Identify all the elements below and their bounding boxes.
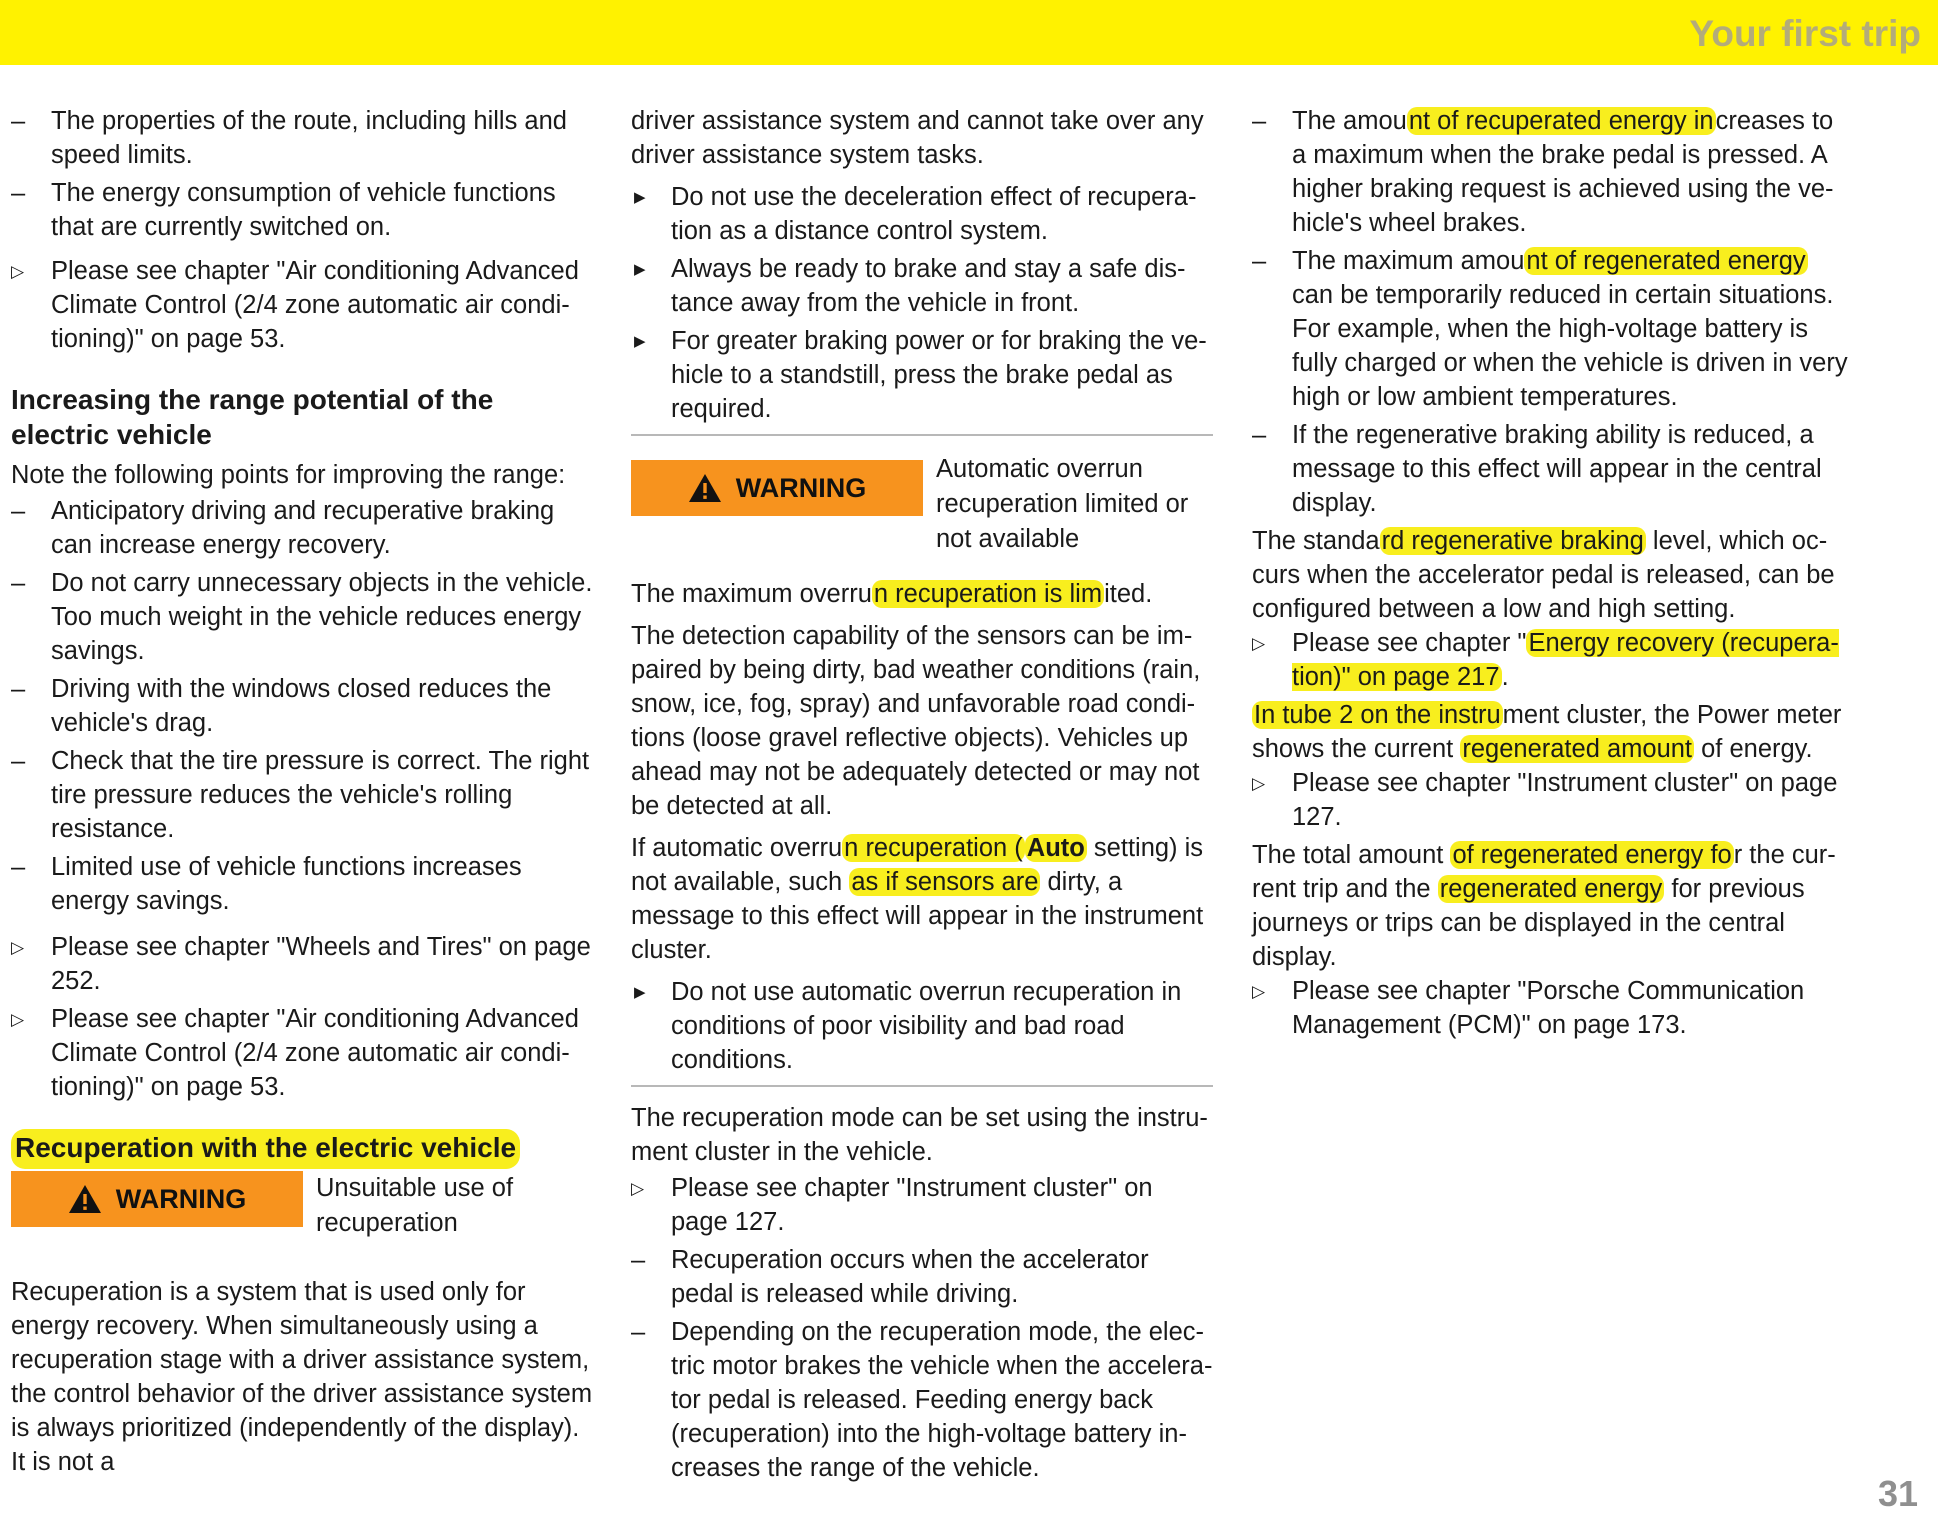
highlighted-text: n recuperation ( [844,834,1023,862]
page-section-title: Your first trip [1689,13,1921,54]
paragraph [1252,524,1850,626]
list-item: – Do not carry unnecessary objects in the vehicle. Too much weight in the vehicle reduces energy savings. [11,566,596,668]
highlighted-text: of regenerated energy fo [1452,841,1732,869]
text-run: dirty, a message to this effect will appear in the instrument cluster. [631,868,1204,964]
chapter-reference: ▷ Please see chapter "Air conditioning Advanced Climate Control (2/4 zone automatic air conditioning)" on page 53. [11,254,596,356]
paragraph [1252,698,1850,766]
highlighted-text: rd regenerative braking [1381,527,1644,555]
highlighted-text: In tube 2 on the instru [1254,701,1501,729]
list-item: – Driving with the windows closed reduces the vehicle's drag. [11,672,596,740]
paragraph: Note the following points for improving the range: [11,461,566,489]
chapter-reference: ▷ Please see chapter "Wheels and Tires" on page 252. [11,930,596,998]
paragraph: The detection capability of the sensors can be impaired by being dirty, bad weather conditions (rain, snow, ice, fog, spray) and unfavorable road conditions (loose gravel reflective objects). Vehicles up ahead may not be adequately detected or may not be detected at all. [631,622,1201,820]
highlighted-text: Auto [1026,834,1085,862]
chapter-reference [1252,626,1850,694]
highlighted-text: nt of regenerated energy [1526,247,1806,275]
list-item: – If the regenerative braking ability is reduced, a message to this effect will appear in the central display. [1252,418,1850,520]
highlighted-text: nt of recuperated energy in [1408,107,1714,135]
paragraph: The recuperation mode can be set using the instrument cluster in the vehicle. [631,1104,1208,1166]
warning-label: WARNING [115,1184,247,1214]
text-run: can be temporarily reduced in certain situations. For example, when the high-voltage battery is fully charged or when the vehicle is driven in very high or low ambient temperatures. [1292,281,1848,411]
warning-triangle-icon [68,1184,102,1214]
divider [631,1085,1213,1087]
list-item: – Check that the tire pressure is correct. The right tire pressure reduces the vehicle's rolling resistance. [11,744,596,846]
section-heading [11,1130,596,1165]
highlighted-text: n recuperation is lim [873,580,1103,608]
instruction-step: ▶ Do not use the deceleration effect of recuperation as a distance control system. [631,180,1213,248]
section-heading: Increasing the range potential of the electric vehicle [11,384,494,450]
text-run: level, which occurs when the accelerator pedal is released, can be configured between a low and high setting. [1252,527,1835,623]
warning-text: Automatic overrun recuperation limited or not available [936,455,1189,553]
list-item: – Recuperation occurs when the accelerator pedal is released while driving. [631,1243,1213,1311]
paragraph [631,577,1213,611]
paragraph [631,831,1213,967]
list-item: – Depending on the recuperation mode, the electric motor brakes the vehicle when the accelerator pedal is released. Feeding energy back (recuperation) into the high-voltage battery increases the range of the vehicle. [631,1315,1213,1485]
list-item: – Anticipatory driving and recuperative braking can increase energy recovery. [11,494,596,562]
warning-text: Unsuitable use of recuperation [316,1174,514,1237]
page-number: 31 [1877,1473,1918,1514]
warning-badge [631,460,923,516]
instruction-step: ▶ Do not use automatic overrun recuperation in conditions of poor visibility and bad road conditions. [631,975,1213,1077]
highlighted-text: Energy recovery (recuperation)" on page 217 [1292,629,1839,691]
text-run: ited. [1104,580,1153,608]
instruction-step: ▶ For greater braking power or for braking the vehicle to a standstill, press the brake pedal as required. [631,324,1213,426]
paragraph [1252,838,1850,974]
warning-label: WARNING [735,473,867,503]
chapter-reference: ▷ Please see chapter "Porsche Communication Management (PCM)" on page 173. [1252,974,1850,1042]
list-item [1252,244,1850,414]
header-band [0,0,1938,65]
text-run: Please see chapter " [1292,629,1527,657]
column-3 [1252,104,1850,1046]
text-run: creases to a maximum when the brake pedal is pressed. A higher braking request is achieved using the vehicle's wheel brakes. [1292,107,1834,237]
highlighted-text: regenerated energy [1439,875,1663,903]
warning-block [631,452,1213,557]
warning-block [11,1171,596,1241]
highlighted-text: as if sensors are [851,868,1039,896]
text-run: The amou [1292,107,1407,135]
column-2 [631,104,1213,1489]
text-run: . [1501,663,1509,691]
text-run: r the current trip and the [1252,841,1836,903]
list-item: – The energy consumption of vehicle functions that are currently switched on. [11,176,596,244]
text-run: The standa [1252,527,1380,555]
text-run: for previous journeys or trips can be displayed in the central display. [1252,875,1805,971]
paragraph: driver assistance system and cannot take over any driver assistance system tasks. [631,107,1204,169]
list-item [1252,104,1850,240]
highlighted-text: regenerated amount [1462,735,1693,763]
paragraph: Recuperation is a system that is used only for energy recovery. When simultaneously using a recuperation stage with a driver assistance system, the control behavior of the driver assistance system is always prioritized (independently of the display). It is not a [11,1278,593,1476]
text-run: The total amount [1252,841,1451,869]
list-item: – Limited use of vehicle functions increases energy savings. [11,850,596,918]
column-1 [11,104,596,1487]
instruction-step: ▶ Always be ready to brake and stay a safe distance away from the vehicle in front. [631,252,1213,320]
text-run: of energy. [1694,735,1813,763]
chapter-reference: ▷ Please see chapter "Instrument cluster" on page 127. [1252,766,1850,834]
text-run: If automatic overru [631,834,843,862]
warning-triangle-icon [688,473,722,503]
text-run: The maximum amou [1292,247,1525,275]
highlighted-text: Recuperation with the electric vehicle [11,1129,520,1169]
warning-badge [11,1171,303,1227]
chapter-reference: ▷ Please see chapter "Air conditioning Advanced Climate Control (2/4 zone automatic air conditioning)" on page 53. [11,1002,596,1104]
divider [631,434,1213,436]
text-run: setting) is not available, such [631,834,1204,896]
chapter-reference: ▷ Please see chapter "Instrument cluster" on page 127. [631,1171,1213,1239]
list-item: – The properties of the route, including hills and speed limits. [11,104,596,172]
text-run: ment cluster, the Power meter shows the current [1252,701,1842,763]
text-run: The maximum overru [631,580,872,608]
